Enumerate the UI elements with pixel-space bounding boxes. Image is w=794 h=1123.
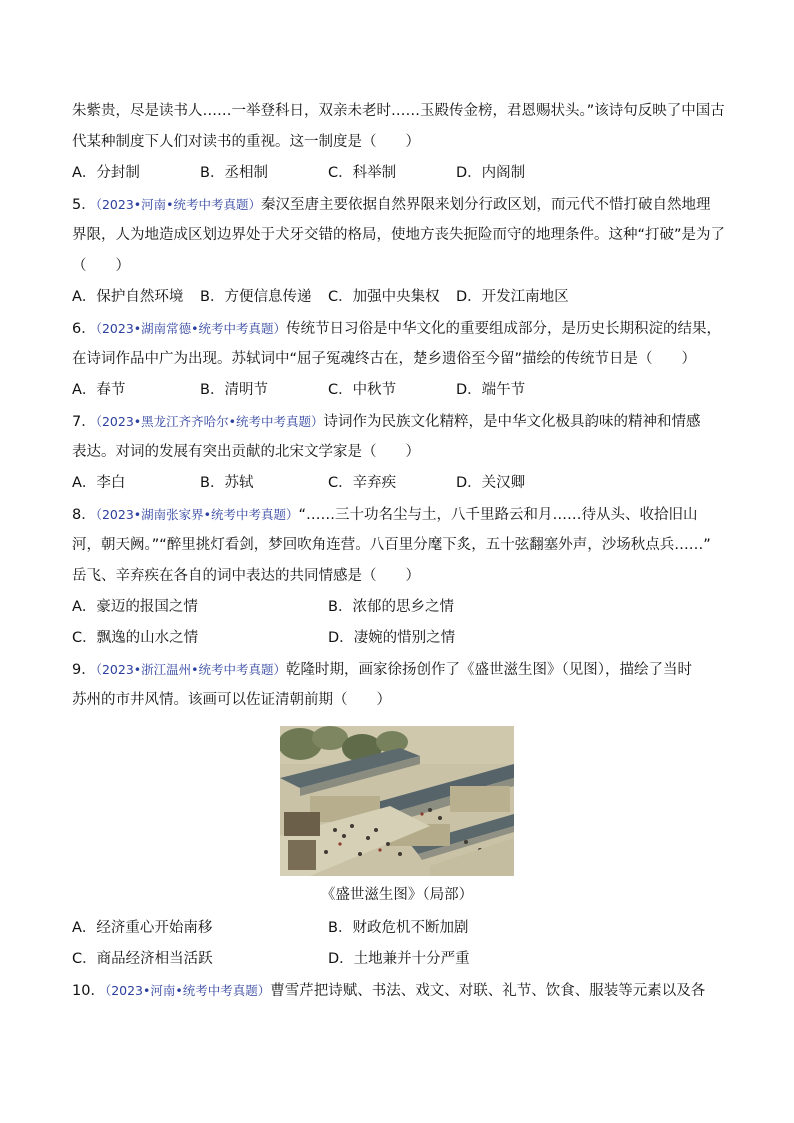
q10-text-line-1 <box>72 975 722 1006</box>
q6-text-line-2: 在诗词作品中广为出现。苏轼词中“屈子冤魂终古在，楚乡遗俗至今留”描绘的传统节日是（ ） <box>72 351 697 367</box>
q4-text-line-1: 朱紫贵，尽是读书人……一举登科日，双亲未老时……玉殿传金榜，君恩赐状头。”该诗句反映了中国古 <box>72 103 725 119</box>
q6-option-b[interactable]: B．清明节 <box>200 382 268 398</box>
q7-option-b[interactable]: B．苏轼 <box>200 475 254 491</box>
q7-stem-part-1: 诗词作为民族文化精粹，是中华文化极具韵味的精神和情感 <box>323 414 701 430</box>
painting-figure <box>72 726 722 876</box>
q5-source: （2023•河南•统考中考真题） <box>95 197 262 212</box>
q8-option-d[interactable]: D．凄婉的惜别之情 <box>328 630 456 646</box>
q7-number: 7． <box>72 414 96 430</box>
q6-option-d[interactable]: D．端午节 <box>456 382 526 398</box>
q8-text-line-1 <box>72 499 722 530</box>
q4-option-c[interactable]: C．科举制 <box>328 165 397 181</box>
q6-number: 6． <box>72 321 96 337</box>
q7-options <box>72 468 722 499</box>
q6-text-line-1 <box>72 313 722 344</box>
q7-option-c[interactable]: C．辛弃疾 <box>328 475 397 491</box>
q8-stem-part-1: “……三十功名尘与土，八千里路云和月……待从头、收拾旧山 <box>298 507 698 523</box>
q6-source: （2023•湖南常德•统考中考真题） <box>95 321 287 336</box>
q5-options <box>72 282 722 313</box>
q4-option-b[interactable]: B．丞相制 <box>200 165 268 181</box>
q9-option-c[interactable]: C．商品经济相当活跃 <box>72 951 213 967</box>
q5-text-line-3: （ ） <box>72 258 130 274</box>
q8-number: 8． <box>72 507 96 523</box>
q8-option-c[interactable]: C．飘逸的山水之情 <box>72 630 199 646</box>
q9-option-a[interactable]: A．经济重心开始南移 <box>72 920 213 936</box>
q7-option-d[interactable]: D．关汉卿 <box>456 475 526 491</box>
q6-option-a[interactable]: A．春节 <box>72 382 126 398</box>
q7-option-a[interactable]: A．李白 <box>72 475 126 491</box>
q8-text-line-2: 河，朝天阙。”“醉里挑灯看剑，梦回吹角连营。八百里分麾下炙，五十弦翻塞外声，沙场秋点兵……” <box>72 537 711 553</box>
q9-option-d[interactable]: D．土地兼并十分严重 <box>328 951 470 967</box>
q10-source: （2023•河南•统考中考真题） <box>104 983 271 998</box>
q8-option-b[interactable]: B．浓郁的思乡之情 <box>328 599 454 615</box>
q7-text-line-1 <box>72 406 722 437</box>
q7-source: （2023•黑龙江齐齐哈尔•统考中考真题） <box>95 414 324 429</box>
q9-source: （2023•浙江温州•统考中考真题） <box>95 662 287 677</box>
q5-stem-part-1: 秦汉至唐主要依据自然界限来划分行政区划，而元代不惜打破自然地理 <box>261 197 711 213</box>
q8-option-a[interactable]: A．豪迈的报国之情 <box>72 599 198 615</box>
q4-text-line-2: 代某种制度下人们对读书的重视。这一制度是（ ） <box>72 134 420 150</box>
q9-text-line-1 <box>72 654 722 685</box>
q4-options <box>72 158 722 189</box>
q8-options-row-2 <box>72 623 722 654</box>
q9-stem-part-1: 乾隆时期，画家徐扬创作了《盛世滋生图》（见图），描绘了当时 <box>286 662 693 678</box>
q5-text-line-2: 界限，人为地造成区划边界处于犬牙交错的格局，使地方丧失扼险而守的地理条件。这种“打破”是为了 <box>72 227 726 243</box>
q9-text-line-2: 苏州的市井风情。该画可以佐证清朝前期（ ） <box>72 692 391 708</box>
q7-text-line-2: 表达。对词的发展有突出贡献的北宋文学家是（ ） <box>72 444 420 460</box>
q5-text-line-1 <box>72 189 722 220</box>
q5-number: 5． <box>72 197 96 213</box>
q6-stem-part-1: 传统节日习俗是中华文化的重要组成部分，是历史长期积淀的结果， <box>286 321 722 337</box>
q9-options-row-1 <box>72 913 722 944</box>
q5-option-b[interactable]: B．方便信息传递 <box>200 289 312 305</box>
q9-option-b[interactable]: B．财政危机不断加剧 <box>328 920 469 936</box>
q6-options <box>72 375 722 406</box>
painting-image <box>280 726 514 876</box>
q10-number: 10． <box>72 983 105 999</box>
question-page <box>72 96 726 1006</box>
q8-text-line-3: 岳飞、辛弃疾在各自的词中表达的共同情感是（ ） <box>72 568 420 584</box>
q9-options-row-2 <box>72 944 722 975</box>
q5-option-a[interactable]: A．保护自然环境 <box>72 289 184 305</box>
q4-option-a[interactable]: A．分封制 <box>72 165 140 181</box>
q8-source: （2023•湖南张家界•统考中考真题） <box>95 507 299 522</box>
q8-options-row-1 <box>72 592 722 623</box>
q5-option-d[interactable]: D．开发江南地区 <box>456 289 569 305</box>
painting-caption: 《盛世滋生图》（局部） <box>320 887 474 903</box>
q10-stem-part-1: 曹雪芹把诗赋、书法、戏文、对联、礼节、饮食、服装等元素以及各 <box>270 983 706 999</box>
q5-option-c[interactable]: C．加强中央集权 <box>328 289 440 305</box>
q4-option-d[interactable]: D．内阁制 <box>456 165 526 181</box>
q6-option-c[interactable]: C．中秋节 <box>328 382 397 398</box>
q9-number: 9． <box>72 662 96 678</box>
